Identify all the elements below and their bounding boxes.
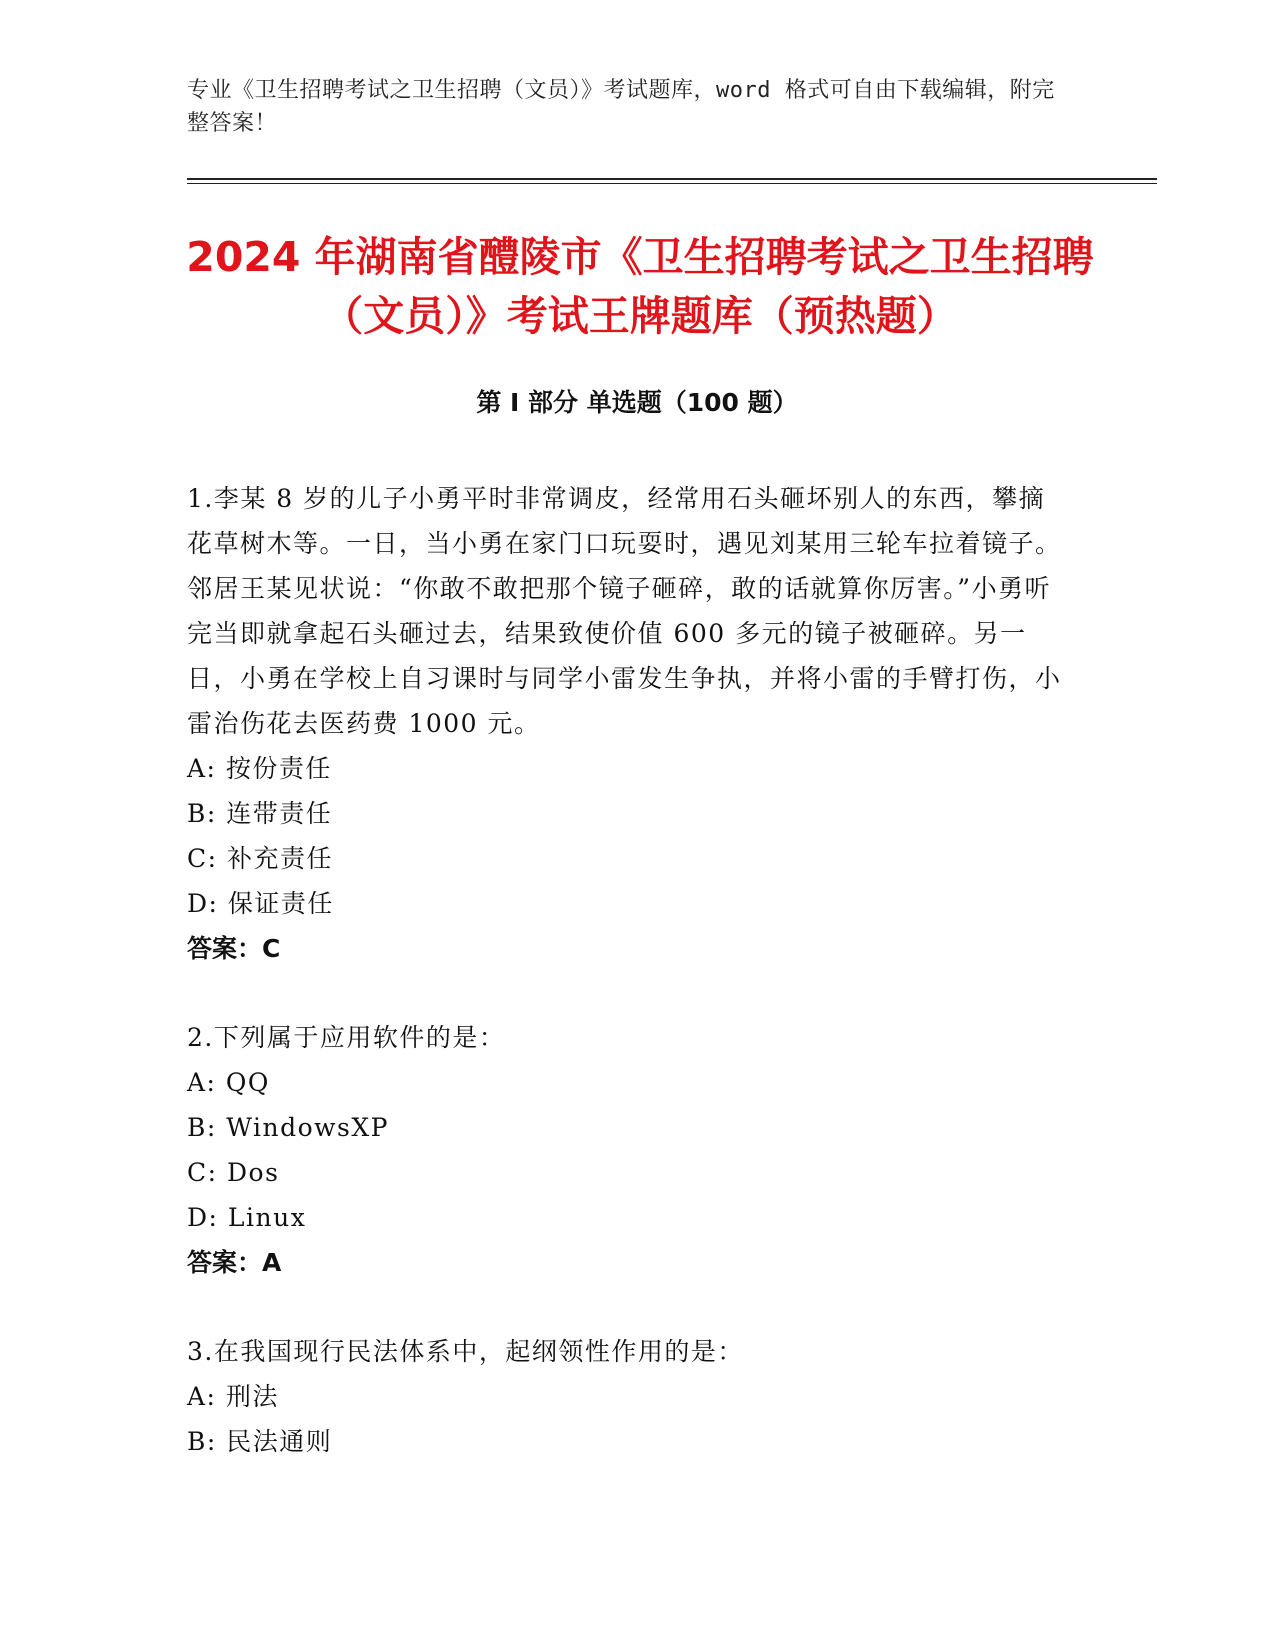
header-divider-thin [187, 183, 1157, 184]
option-a: A: 刑法 [187, 1382, 279, 1411]
answer-line: 答案：A [187, 1248, 282, 1277]
header-note: 专业《卫生招聘考试之卫生招聘（文员）》考试题库，word 格式可自由下载编辑，附完整答案！ [187, 78, 1055, 136]
question-stem: 1.李某 8 岁的儿子小勇平时非常调皮，经常用石头砸坏别人的东西，攀摘花草树木等。一日，当小勇在家门口玩耍时，遇见刘某用三轮车拉着镜子。邻居王某见状说：“你敢不敢把那个镜子砸碎，敢的话就算你厉害。”小勇听完当即就拿起石头砸过去，结果致使价值 600 多元的镜子被砸碎。另一日，小勇在学校上自习课时与同学小雷发生争执，并将小雷的手臂打伤，小雷治伤花去医药费 1000 元。 [187, 484, 1062, 738]
document-title: 2024 年湖南省醴陵市《卫生招聘考试之卫生招聘（文员）》考试王牌题库（预热题） [186, 233, 1094, 340]
question-3 [187, 1329, 1067, 1464]
question-stem: 3.在我国现行民法体系中，起纲领性作用的是： [187, 1337, 744, 1366]
option-c: C: 补充责任 [187, 844, 333, 873]
option-d: D: 保证责任 [187, 889, 334, 918]
option-b: B: WindowsXP [187, 1113, 389, 1142]
option-a: A: 按份责任 [187, 754, 332, 783]
answer-line: 答案：C [187, 934, 281, 963]
question-stem: 2.下列属于应用软件的是： [187, 1023, 506, 1052]
option-b: B: 连带责任 [187, 799, 333, 828]
section-heading: 第 I 部分 单选题（100 题） [476, 388, 798, 417]
option-a: A: QQ [187, 1068, 270, 1097]
option-c: C: Dos [187, 1158, 280, 1187]
question-list [187, 476, 1067, 1508]
header-divider-thick [187, 178, 1157, 180]
question-1 [187, 476, 1067, 971]
option-b: B: 民法通则 [187, 1427, 333, 1456]
option-d: D: Linux [187, 1203, 307, 1232]
question-2 [187, 1015, 1067, 1285]
